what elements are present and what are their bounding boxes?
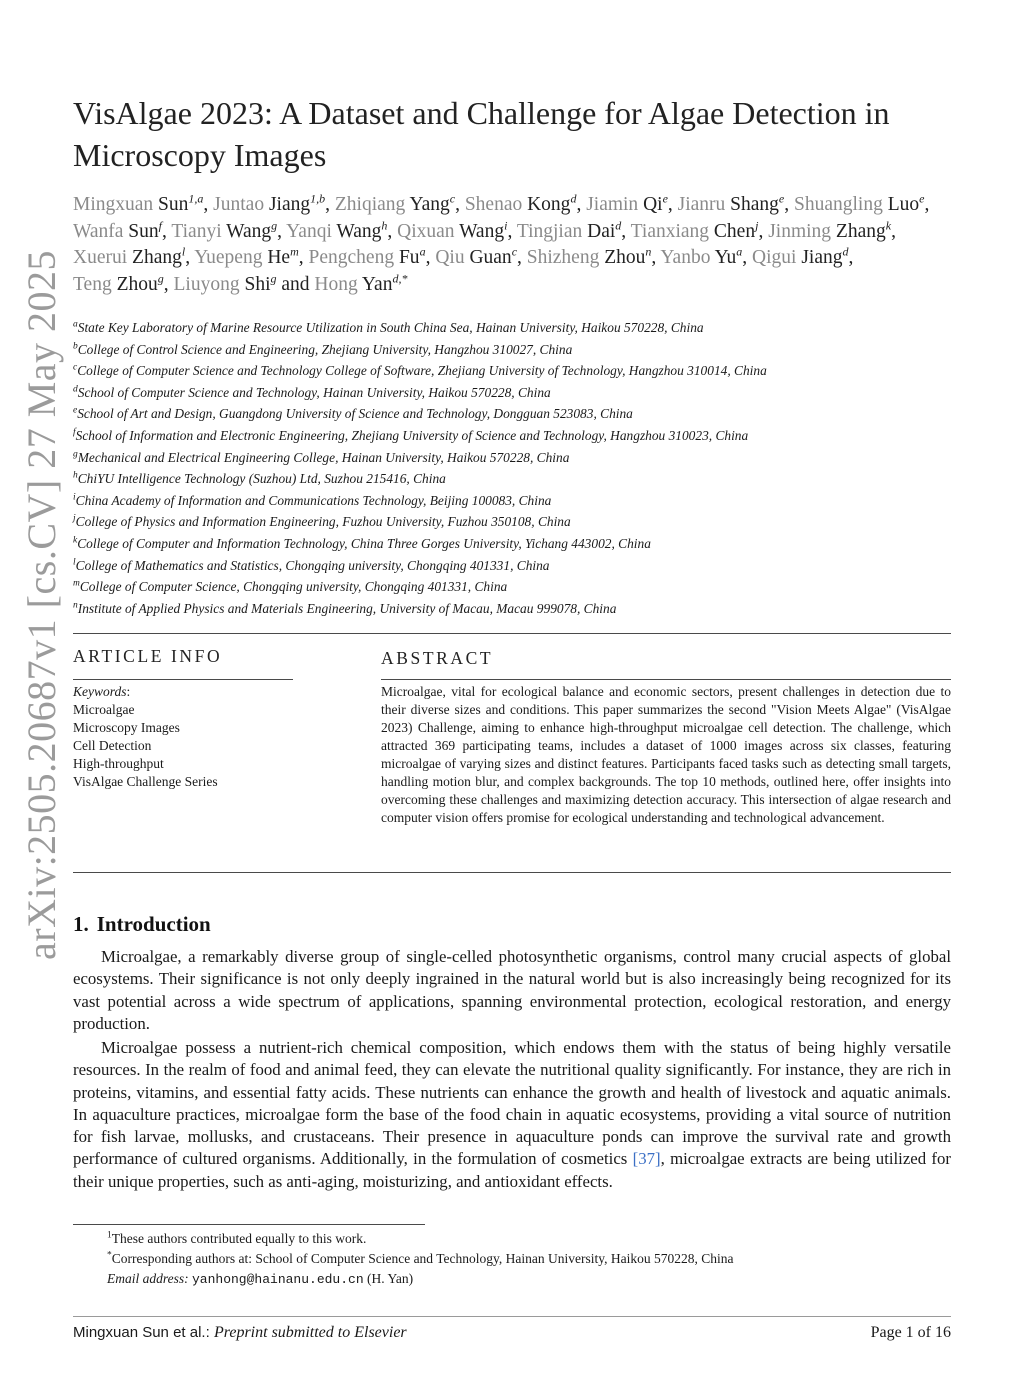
author-name: Qixuan Wang$^i$ [397, 218, 508, 242]
author-name: Jinming Zhang$^k$ [768, 218, 892, 242]
page-number: Page 1 of 16 [870, 1324, 951, 1341]
divider-top [73, 633, 951, 634]
author-list: Mingxuan Sun$^{1,a}$, Juntao Jiang$^{1,b}$, Zhiqiang Yang$^c$, Shenao Kong$^d$, Jiamin Qi$^e$, Jianru Shang$^e$, Shuangling Luo$^e$, Wanfa Sun$^f$, Tianyi Wang$^g$, Yanqi Wang$^h$, Qixuan Wang$^i$, Tingjian Dai$^d$, Tianxiang Chen$^j$, Jinming Zhang$^k$, Xuerui Zhang$^l$, Yuepeng He$^m$, Pengcheng Fu$^a$, Qiu Guan$^c$, Shizheng Zhou$^n$, Yanbo Yu$^a$, Qigui Jiang$^d$, Teng Zhou$^g$, Liuyong Shi$^g$ and Hong Yan$^{d,*}$ [73, 191, 930, 295]
author-name: Shuangling Luo$^e$ [794, 191, 925, 215]
author-name: Teng Zhou$^g$ [73, 271, 164, 295]
affiliation-item: $^k$College of Computer and Information Technology, China Three Gorges University, Yichang 443002, China [73, 535, 651, 551]
author-name: Mingxuan Sun$^{1,a}$ [73, 191, 204, 215]
affiliation-item: $^j$College of Physics and Information Engineering, Fuzhou University, Fuzhou 350108, China [73, 513, 571, 530]
author-name: Shenao Kong$^d$ [464, 191, 577, 215]
arxiv-stamp: arXiv:2505.20687v1 [cs.CV] 27 May 2025 [19, 249, 64, 960]
footnote-1: $^1$These authors contributed equally to this work. [107, 1230, 367, 1246]
footnote-corresponding: *Corresponding authors at: School of Computer Science and Technology, Hainan University, Haikou 570228, China [107, 1250, 734, 1266]
affiliation-item: $^g$Mechanical and Electrical Engineering College, Hainan University, Haikou 570228, China [73, 449, 570, 465]
author-name: Qigui Jiang$^d$ [752, 244, 849, 268]
affiliation-item: $^n$Institute of Applied Physics and Materials Engineering, University of Macau, Macau 999078, China [73, 600, 617, 616]
abstract-rule [381, 679, 951, 680]
article-info-heading: ARTICLE INFO [73, 646, 223, 666]
keyword-item: Microalgae [73, 702, 135, 717]
author-name: Tingjian Dai$^d$ [516, 218, 622, 242]
affiliation-item: $^f$School of Information and Electronic Engineering, Zhejiang University of Science and Technology, Hangzhou 310023, China [73, 427, 749, 443]
author-name: Yuepeng He$^m$ [194, 244, 299, 268]
abstract-text: Microalgae, vital for ecological balance and economic sectors, present challenges in detection due to their diverse sizes and conditions. This paper summarizes the second "Vision Meets Algae" (VisAlgae 2023) Challenge, aiming to enhance high-throughput microalgae cell detection. The challenge, which attracted 369 participating teams, includes a dataset of 1000 images across six classes, featuring microalgae of varying sizes and distinct features. Participants faced tasks such as detecting small targets, handling motion blur, and complex backgrounds. The top 10 methods, outlined here, offer insights into overcoming these challenges and maximizing detection accuracy. This intersection of algae research and computer vision offers promise for ecological understanding and technological advancement. [381, 684, 951, 825]
author-name: Pengcheng Fu$^a$ [308, 244, 426, 268]
paper-title: VisAlgae 2023: A Dataset and Challenge for Algae Detection in Microscopy Images [73, 95, 890, 173]
author-name: Yanbo Yu$^a$ [660, 244, 743, 268]
intro-paragraph-2: Microalgae possess a nutrient-rich chemical composition, which endows them with the status of being highly versatile resources. In the realm of food and animal feed, they can elevate the nutritional quality significantly. For instance, they are rich in proteins, vitamins, and essential fatty acids. These nutrients can enhance the growth and health of livestock and aquatic animals. In aquaculture practices, microalgae form the base of the food chain in aquatic ecosystems, providing a vital source of nutrition for fish larvae, mollusks, and crustaceans. Their presence in aquaculture ponds can improve the survival rate and growth performance of cultured organisms. Additionally, in the formulation of cosmetics [37], microalgae extracts are being utilized for their unique properties, such as anti-aging, moisturizing, and antioxidant effects. [73, 1038, 951, 1191]
intro-paragraph-1: Microalgae, a remarkably diverse group of single-celled photosynthetic organisms, control many crucial aspects of global ecosystems. Their significance is not only deeply ingrained in the natural world but is also increasingly being recognized for its vast potential across a wide spectrum of applications, spanning environmental protection, ecological restoration, and energy production. [73, 947, 951, 1033]
section-number: 1. [73, 912, 89, 936]
affiliation-item: $^l$College of Mathematics and Statistics, Chongqing university, Chongqing 401331, China [73, 557, 550, 573]
author-name: Jiamin Qi$^e$ [586, 191, 668, 215]
abstract-heading: ABSTRACT [381, 648, 494, 668]
footer-citation: Mingxuan Sun et al.: Preprint submitted to Elsevier [73, 1324, 407, 1341]
article-info-rule [73, 679, 293, 680]
divider-bottom [73, 872, 951, 873]
affiliation-list [73, 317, 951, 619]
footnotes [73, 1229, 951, 1290]
affiliation-item: $^c$College of Computer Science and Technology College of Software, Zhejiang University of Technology, Hangzhou 310014, China [73, 362, 767, 379]
author-name: Zhiqiang Yang$^c$ [334, 191, 456, 215]
author-name: Wanfa Sun$^f$ [73, 218, 162, 242]
author-name: Jianru Shang$^e$ [677, 191, 785, 215]
author-name: Yanqi Wang$^h$ [286, 218, 388, 242]
author-name: Shizheng Zhou$^n$ [526, 244, 652, 268]
keyword-item: Cell Detection [73, 738, 152, 753]
keyword-item: Microscopy Images [73, 720, 180, 735]
section-heading-introduction [73, 912, 211, 937]
section-title: Introduction [96, 912, 211, 936]
affiliation-item: $^h$ChiYU Intelligence Technology (Suzhou) Ltd, Suzhou 215416, China [73, 470, 446, 487]
affiliation-item: $^a$State Key Laboratory of Marine Resource Utilization in South China Sea, Hainan University, Haikou 570228, China [73, 319, 704, 335]
author-name: Juntao Jiang$^{1,b}$ [213, 191, 326, 215]
author-name: Tianxiang Chen$^j$ [630, 218, 759, 242]
email-link[interactable]: yanhong@hainanu.edu.cn [192, 1272, 364, 1287]
affiliation-item: $^m$College of Computer Science, Chongqing university, Chongqing 401331, China [73, 578, 508, 595]
affiliation-item: $^b$College of Control Science and Engineering, Zhejiang University, Hangzhou 310027, China [73, 341, 573, 357]
affiliation-item: $^d$School of Computer Science and Technology, Hainan University, Haikou 570228, China [73, 384, 551, 400]
author-name: Xuerui Zhang$^l$ [73, 244, 186, 268]
author-name: Tianyi Wang$^g$ [171, 218, 278, 242]
affiliation-item: $^i$China Academy of Information and Communications Technology, Beijing 100083, China [73, 492, 552, 508]
keywords-block [73, 683, 333, 791]
footer-rule [73, 1316, 951, 1317]
footnote-rule [73, 1224, 425, 1225]
author-name: Hong Yan$^{d,*}$ [314, 271, 408, 295]
citation-link[interactable]: [37] [632, 1149, 661, 1169]
footnote-email: Email address: yanhong@hainanu.edu.cn (H. Yan) [107, 1271, 414, 1287]
author-name: Qiu Guan$^c$ [435, 244, 518, 268]
author-and: and [276, 273, 315, 295]
keyword-item: VisAlgae Challenge Series [73, 774, 218, 789]
keyword-item: High-throughput [73, 756, 164, 771]
author-name: Liuyong Shi$^g$ [173, 271, 277, 295]
affiliation-item: $^e$School of Art and Design, Guangdong University of Science and Technology, Dongguan 523083, China [73, 405, 633, 422]
keywords-label: Keywords: [73, 684, 131, 699]
